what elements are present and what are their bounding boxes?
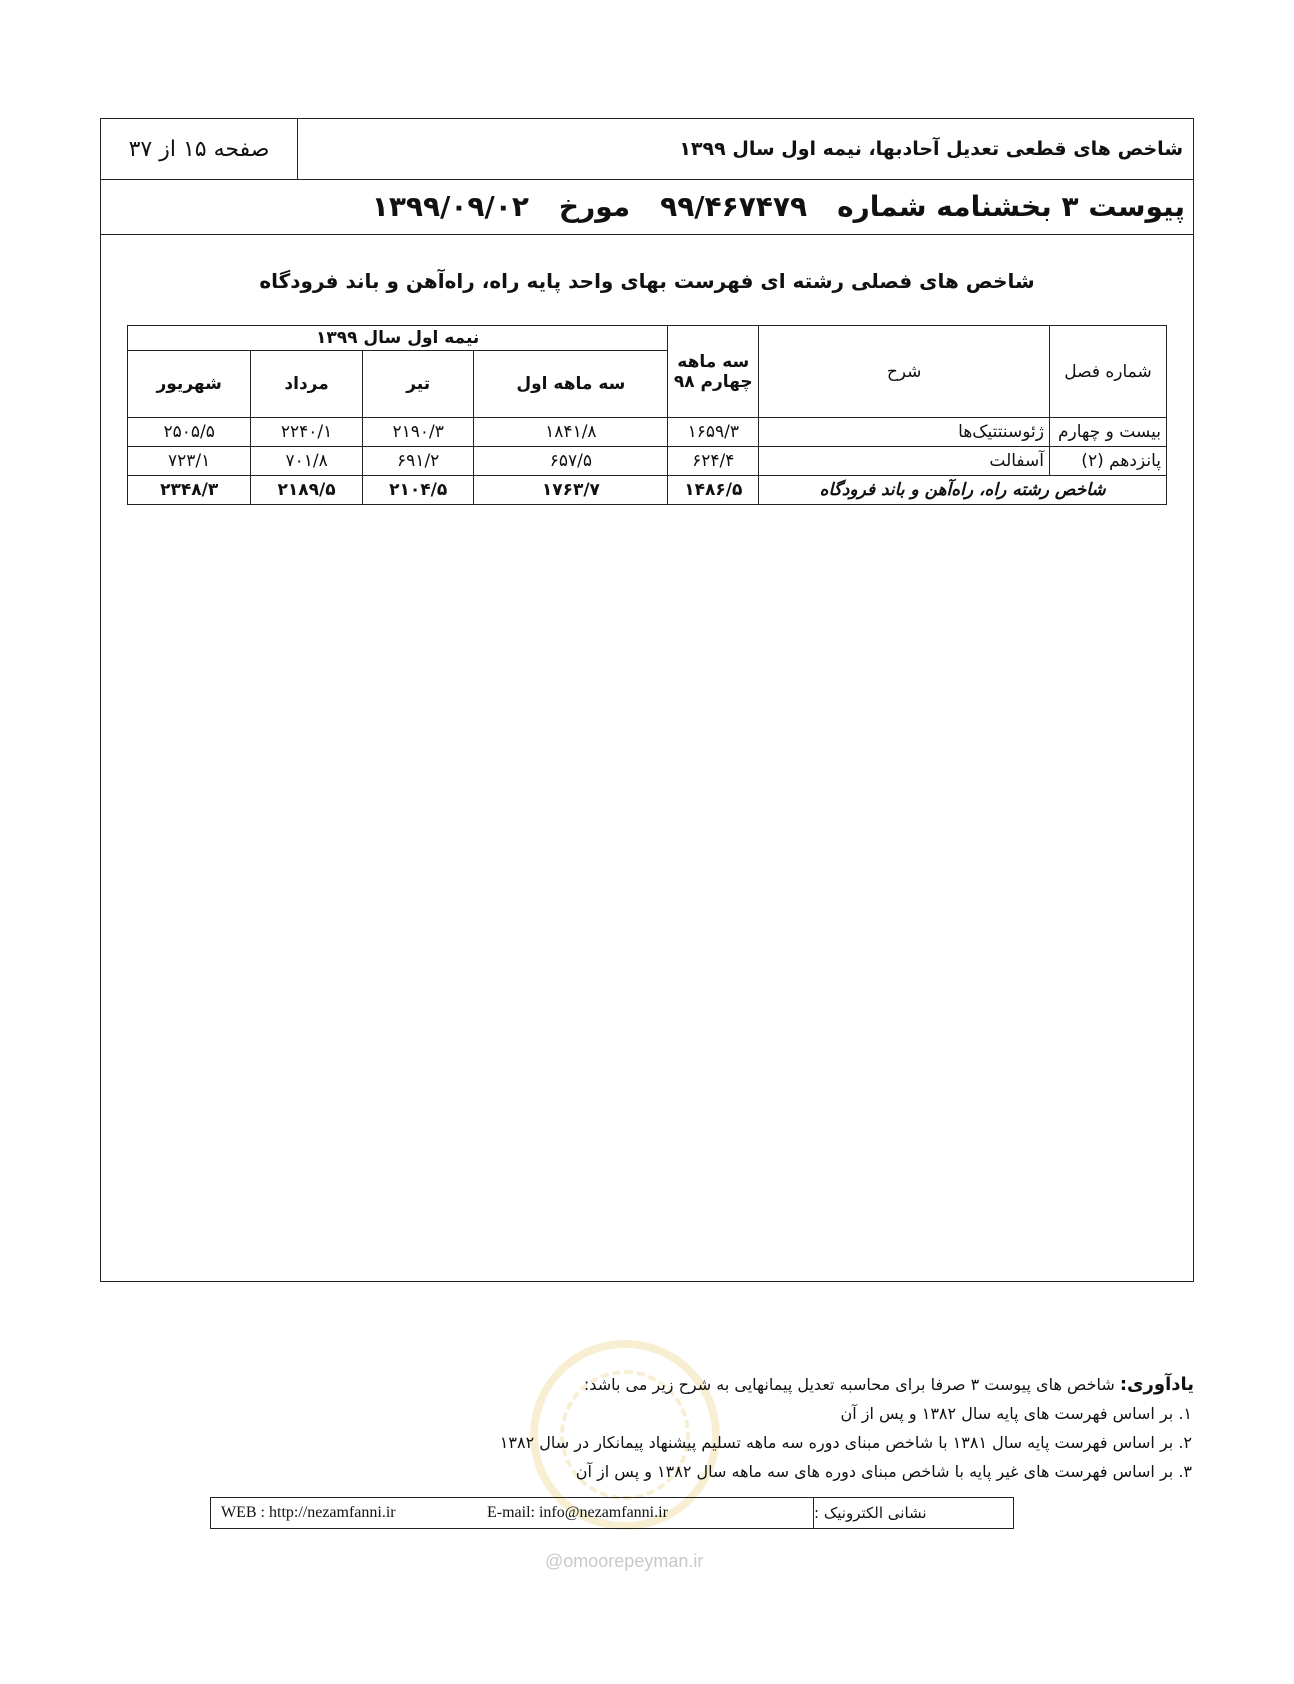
document-frame (100, 118, 1194, 1282)
document-title: شاخص های قطعی تعدیل آحادبها، نیمه اول سال ۱۳۹۹ (679, 138, 1183, 160)
cell-tir: ۶۹۱/۲ (362, 447, 474, 476)
note-item: ۱. بر اساس فهرست های پایه سال ۱۳۸۲ و پس از آن (840, 1404, 1192, 1423)
cell-chapter: پانزدهم (۲) (1050, 447, 1167, 476)
cell-description: آسفالت (759, 447, 1050, 476)
website-link[interactable]: WEB : http://nezamfanni.ir (221, 1504, 396, 1521)
cell-q1: ۶۵۷/۵ (474, 447, 668, 476)
cell-shahrivar: ۲۵۰۵/۵ (128, 418, 251, 447)
header-q4-98: سه ماهه چهارم ۹۸ (668, 326, 759, 418)
table-total-row (128, 476, 1167, 505)
index-table (127, 325, 1167, 505)
cell-shahrivar: ۷۲۳/۱ (128, 447, 251, 476)
header-chapter: شماره فصل (1050, 326, 1167, 418)
reminder-notes (194, 1370, 1194, 1486)
cell-chapter: بیست و چهارم (1050, 418, 1167, 447)
note-item: ۳. بر اساس فهرست های غیر پایه با شاخص مبنای دوره های سه ماهه سال ۱۳۸۲ و پس از آن (575, 1462, 1192, 1481)
header-shahrivar: شهریور (128, 351, 251, 418)
watermark-text: @omoorepeyman.ir (545, 1551, 704, 1571)
section-title: شاخص های فصلی رشته ای فهرست بهای واحد پایه راه، راه‌آهن و باند فرودگاه (259, 269, 1035, 293)
cell-q1: ۱۸۴۱/۸ (474, 418, 668, 447)
header-tir: تیر (362, 351, 474, 418)
header-mordad: مرداد (251, 351, 363, 418)
cell-q4-98: ۶۲۴/۴ (668, 447, 759, 476)
contact-label: نشانی الکترونیک : (813, 1498, 1013, 1528)
header-half-year: نیمه اول سال ۱۳۹۹ (128, 326, 668, 351)
cell-total-q4-98: ۱۴۸۶/۵ (668, 476, 759, 505)
notes-intro-line (194, 1370, 1194, 1399)
attachment-label: پیوست ۳ بخشنامه شماره (837, 190, 1185, 223)
cell-total-description: شاخص رشته راه، راه‌آهن و باند فرودگاه (759, 476, 1167, 505)
cell-total-tir: ۲۱۰۴/۵ (362, 476, 474, 505)
circular-date: ۱۳۹۹/۰۹/۰۲ (371, 190, 529, 223)
cell-total-q1: ۱۷۶۳/۷ (474, 476, 668, 505)
header-row (101, 119, 1193, 180)
note-item: ۲. بر اساس فهرست پایه سال ۱۳۸۱ با شاخص مبنای دوره سه ماهه تسلیم پیشنهاد پیمانکار در سال ۱۳۸۲ (499, 1433, 1192, 1452)
attachment-heading (101, 179, 1193, 235)
circular-number: ۹۹/۴۶۷۴۷۹ (660, 190, 808, 223)
dated-label: مورخ (558, 190, 631, 223)
cell-total-shahrivar: ۲۳۴۸/۳ (128, 476, 251, 505)
cell-q4-98: ۱۶۵۹/۳ (668, 418, 759, 447)
table-row (128, 447, 1167, 476)
header-description: شرح (759, 326, 1050, 418)
cell-description: ژئوسنتتیک‌ها (759, 418, 1050, 447)
contact-footer (210, 1497, 1014, 1529)
cell-mordad: ۲۲۴۰/۱ (251, 418, 363, 447)
cell-tir: ۲۱۹۰/۳ (362, 418, 474, 447)
notes-lead: یادآوری: (1119, 1374, 1194, 1395)
cell-total-mordad: ۲۱۸۹/۵ (251, 476, 363, 505)
cell-mordad: ۷۰۱/۸ (251, 447, 363, 476)
page-number: صفحه ۱۵ از ۳۷ (101, 119, 298, 179)
table-row (128, 418, 1167, 447)
notes-intro: شاخص های پیوست ۳ صرفا برای محاسبه تعدیل پیمانهایی به شرح زیر می باشد: (583, 1375, 1115, 1394)
email-link[interactable]: E-mail: info@nezamfanni.ir (487, 1504, 668, 1521)
header-q1: سه ماهه اول (474, 351, 668, 418)
